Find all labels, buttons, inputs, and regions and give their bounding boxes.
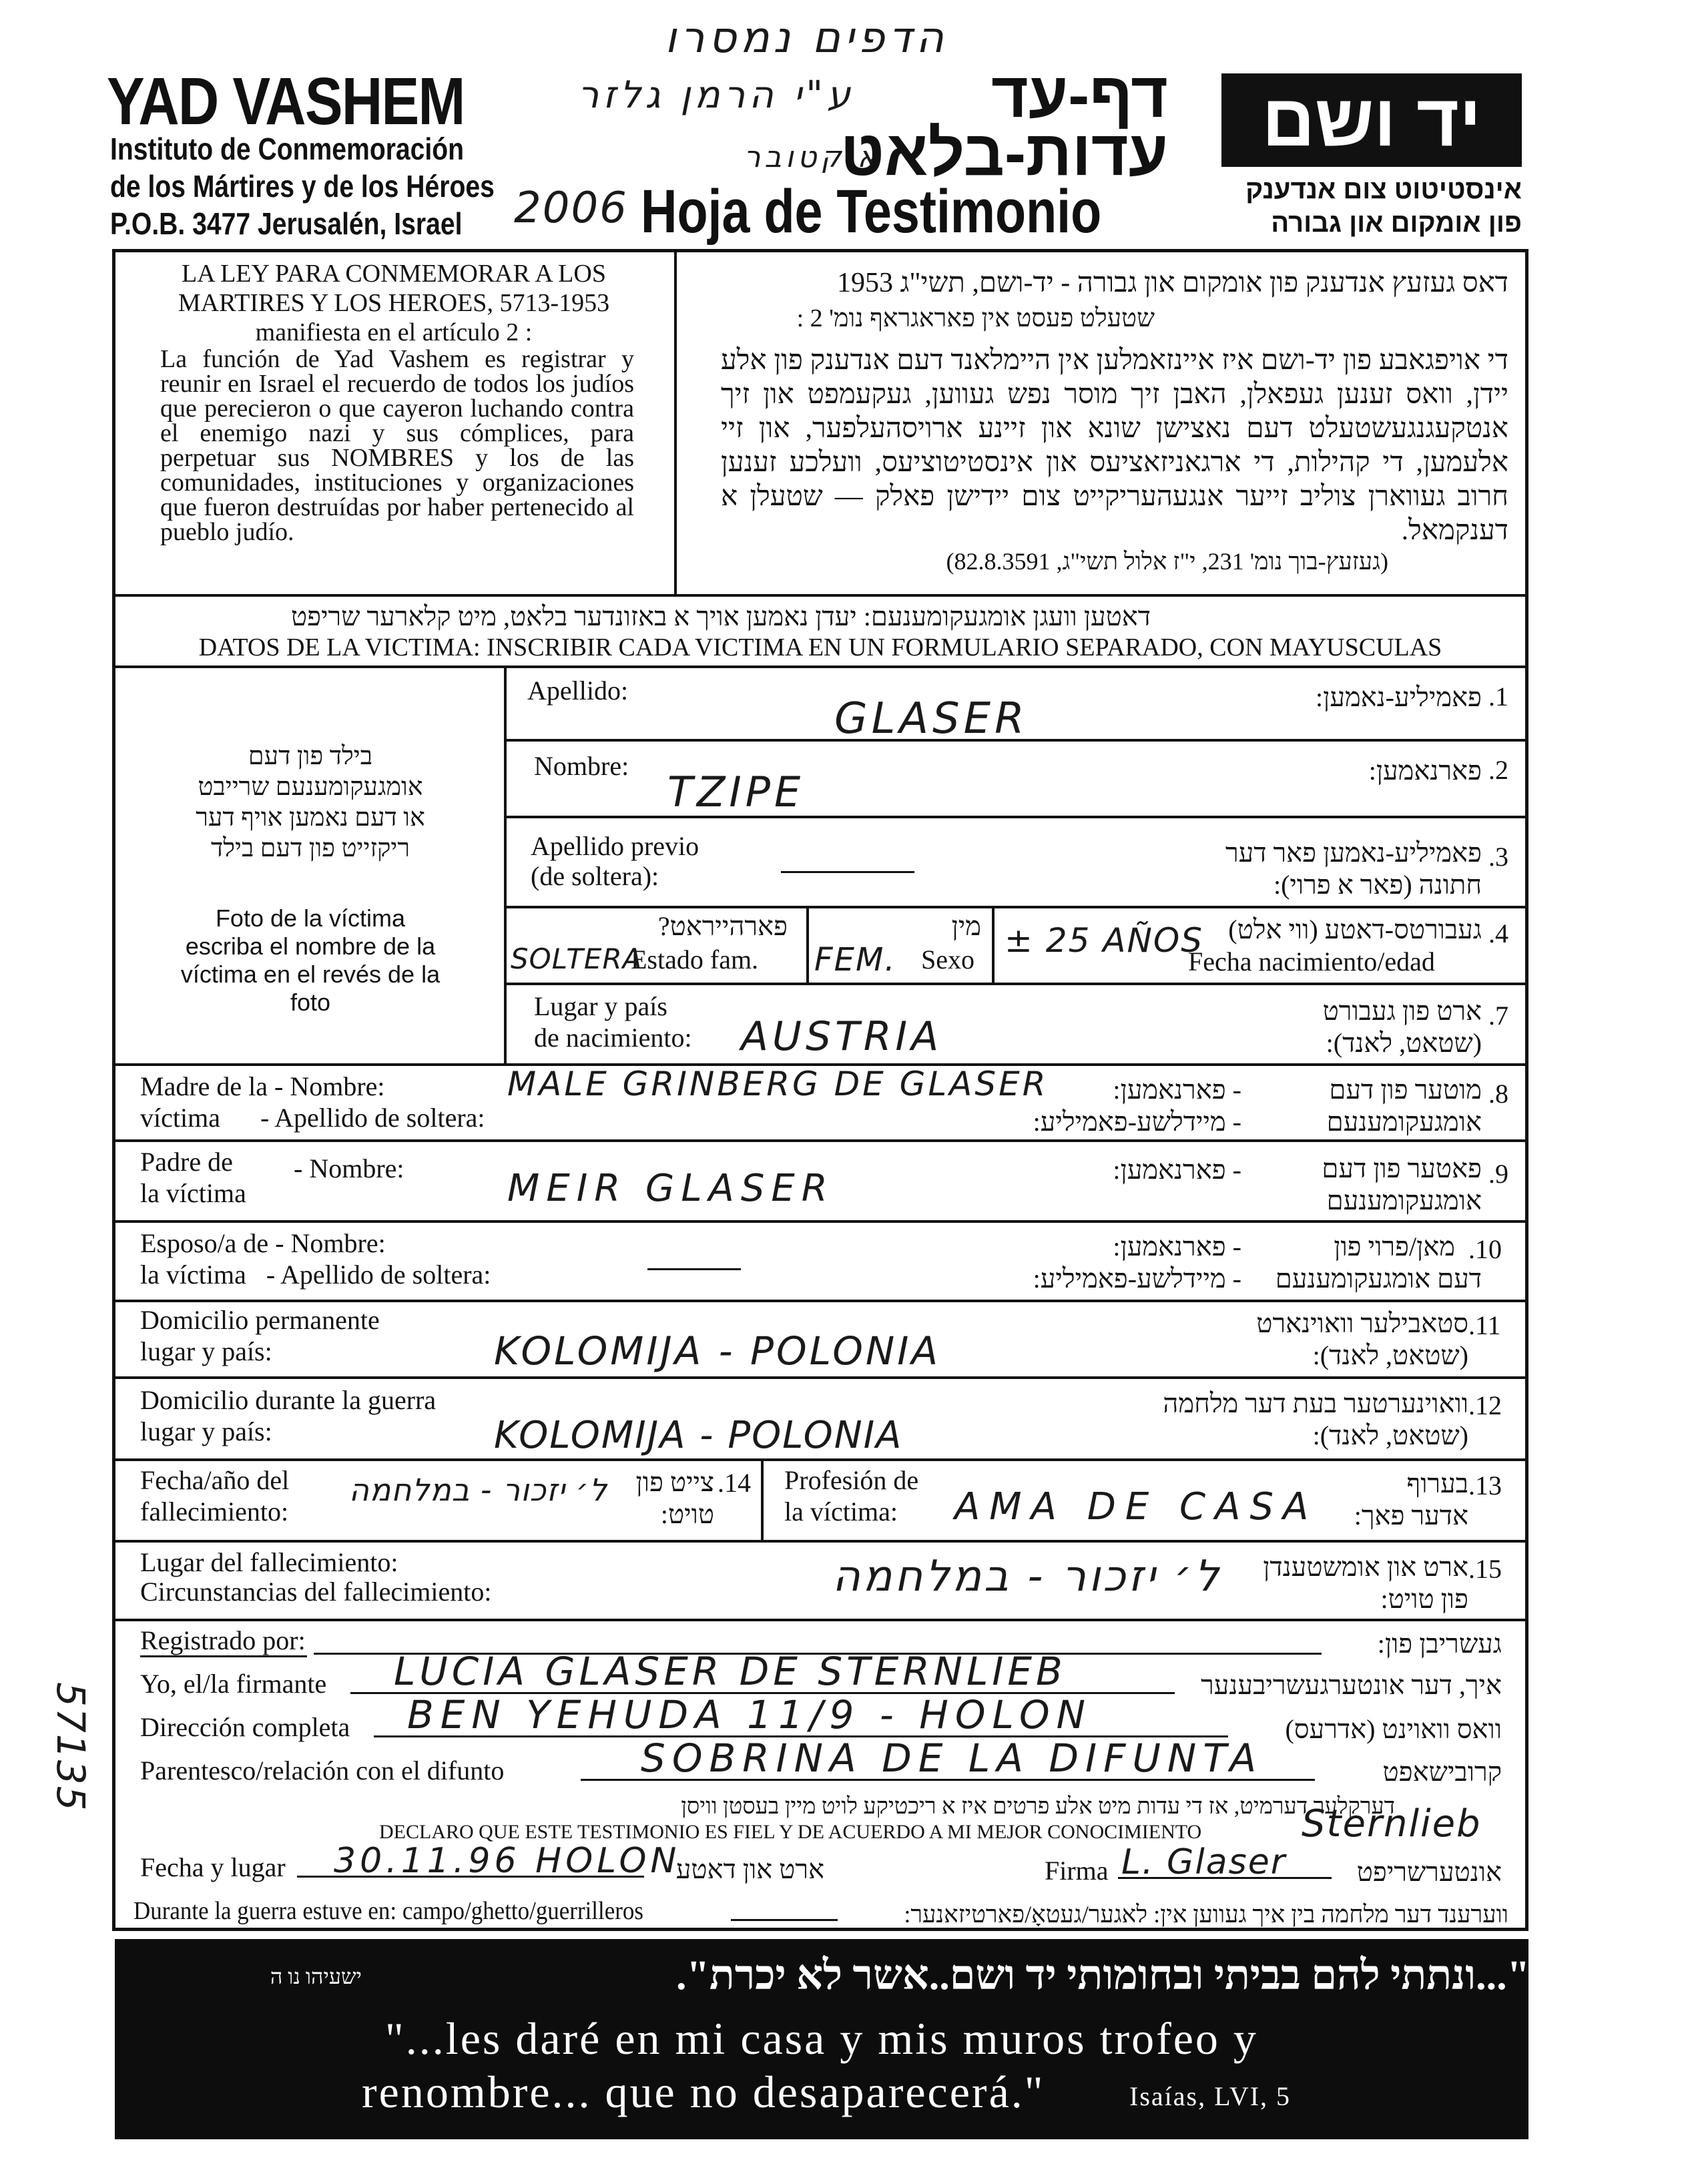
field-15-label-yi-1: ארט און אומשטענדן bbox=[1263, 1552, 1468, 1582]
field-13-label-es-2: la víctima: bbox=[784, 1496, 898, 1527]
field-13-label-yi-2: אדער פאך: bbox=[1354, 1500, 1468, 1531]
row-line-10 bbox=[115, 1300, 1526, 1302]
row-line-13 bbox=[115, 1540, 1526, 1543]
declaration-es: DECLARO QUE ESTE TESTIMONIO ES FIEL Y DE ACUERDO A MI MEJOR CONOCIMIENTO bbox=[379, 1821, 1202, 1843]
field-4-label-es: Fecha nacimiento/edad bbox=[1188, 946, 1435, 977]
date-place-label-yi: ארט און דאטע bbox=[675, 1854, 824, 1884]
row-line-11 bbox=[115, 1376, 1526, 1379]
photo-label-es: Foto de la víctima escriba el nombre de la víctima en el revés de la foto bbox=[180, 904, 441, 1016]
victim-header-es: DATOS DE LA VICTIMA: INSCRIBIR CADA VICTIMA EN UN FORMULARIO SEPARADO, CON MAYUSCULAS bbox=[198, 633, 1442, 661]
yad-vashem-logo bbox=[1221, 73, 1522, 167]
field-8-label-yi-2: אומגעקומענעם bbox=[1326, 1107, 1482, 1137]
field-2-label-yi: פארנאמען: bbox=[1368, 756, 1482, 786]
signer-value[interactable]: LUCIA GLASER DE STERNLIEB bbox=[394, 1649, 1067, 1694]
field-9-yi-a: - פארנאמען: bbox=[1113, 1155, 1241, 1185]
field-7-number: .7 bbox=[1488, 1001, 1508, 1031]
field-14-label-es-2: fallecimiento: bbox=[140, 1496, 289, 1527]
law-es-heading-3: manifiesta en el artículo 2 : bbox=[255, 318, 533, 346]
field-2-number: .2 bbox=[1488, 755, 1508, 785]
victim-header-yi: דאטען וועגן אומגעקומענעם: יעדן נאמען אויך א באזונדער בלאט, מיט קלארער שריפט bbox=[290, 601, 1151, 631]
relation-label: Parentesco/relación con el difunto bbox=[140, 1755, 505, 1786]
field-5-label-es: Sexo bbox=[921, 944, 974, 975]
field-7-label-es-2: de nacimiento: bbox=[534, 1023, 692, 1053]
field-13-label-yi-1: בערוף bbox=[1406, 1468, 1468, 1498]
verse-hebrew: "...ונתתי להם בביתי ובחומותי יד ושם..אשר לא יכרת". bbox=[676, 1953, 1530, 1998]
org-line-1: Instituto de Conmemoración bbox=[110, 131, 465, 166]
field-14-label-yi-1: צייט פון bbox=[635, 1467, 714, 1497]
date-place-label: Fecha y lugar bbox=[140, 1852, 286, 1882]
field-12-value[interactable]: KOLOMIJA - POLONIA bbox=[494, 1414, 903, 1457]
field-2-label-es: Nombre: bbox=[534, 751, 629, 781]
row-line-12 bbox=[115, 1458, 1526, 1461]
field-11-label-yi-1: סטאבילער וואוינארט bbox=[1256, 1308, 1468, 1338]
row4-div-b bbox=[992, 906, 995, 983]
verse-ref-es: Isaías, LVI, 5 bbox=[1129, 2081, 1292, 2111]
field-3-label-es-2: (de soltera): bbox=[531, 861, 659, 891]
war-location-label-yi: ווערענד דער מלחמה בין איך געווען אין: לאגער/געטאָ/פארטיזאנער: bbox=[904, 1901, 1508, 1928]
field-7-label-yi-2: (שטאט, לאנד): bbox=[1326, 1028, 1482, 1058]
law-es-heading-1: LA LEY PARA CONMEMORAR A LOS bbox=[182, 260, 606, 288]
law-yi-heading-2: שטעלט פעסט אין פאראגראף נומ' 2 : bbox=[796, 304, 1155, 332]
field-9-label-yi-1: פאטער פון דעם bbox=[1322, 1153, 1482, 1183]
date-place-value[interactable]: 30.11.96 HOLON bbox=[334, 1841, 681, 1881]
field-6-label-es: Estado fam. bbox=[631, 944, 759, 975]
field-12-label-es-2: lugar y país: bbox=[140, 1416, 272, 1446]
org-title: YAD VASHEM bbox=[107, 64, 465, 139]
field-5-value[interactable]: FEM. bbox=[814, 941, 896, 979]
row13-div bbox=[761, 1458, 764, 1540]
signature-label: Firma bbox=[1045, 1856, 1109, 1886]
field-15-value[interactable]: ל׳ יזכור - במלחמה bbox=[832, 1552, 1221, 1601]
handwritten-year: 2006 bbox=[514, 184, 628, 233]
field-11-label-es-1: Domicilio permanente bbox=[140, 1305, 380, 1335]
yiddish-title-1: דף-עד bbox=[991, 59, 1168, 131]
field-7-label-yi-1: ארט פון געבורט bbox=[1322, 996, 1482, 1026]
field-11-number: .11 bbox=[1468, 1310, 1501, 1340]
field-10-label-yi-1: מאן/פרוי פון bbox=[1334, 1232, 1455, 1262]
row-line-9 bbox=[115, 1220, 1526, 1223]
field-7-label-es-1: Lugar y país bbox=[534, 991, 667, 1021]
war-location-line[interactable] bbox=[731, 1919, 838, 1921]
relation-value[interactable]: SOBRINA DE LA DIFUNTA bbox=[641, 1735, 1263, 1781]
field-7-value[interactable]: AUSTRIA bbox=[741, 1013, 943, 1060]
registered-by-label: Registrado por: bbox=[140, 1625, 306, 1655]
law-bottom-line bbox=[115, 594, 1526, 597]
handwritten-note-line2: ע"י הרמן גלזר bbox=[577, 73, 854, 117]
field-15-label-es-2: Circunstancias del fallecimiento: bbox=[140, 1577, 492, 1607]
law-divider bbox=[674, 252, 677, 596]
logo-subtitle-2: פון אומקום און גבורה bbox=[1271, 208, 1522, 238]
field-2-value[interactable]: TZIPE bbox=[667, 768, 805, 816]
field-3-label-es-1: Apellido previo bbox=[531, 831, 699, 861]
war-location-label: Durante la guerra estuve en: campo/ghetto/guerrilleros bbox=[133, 1897, 643, 1925]
field-14-label-es-1: Fecha/año del bbox=[140, 1465, 290, 1495]
field-14-value[interactable]: ל׳ יזכור - במלחמה bbox=[348, 1472, 607, 1508]
row-line-8 bbox=[115, 1139, 1526, 1142]
field-13-label-es-1: Profesión de bbox=[784, 1465, 919, 1495]
field-8-label-es-2: víctima - Apellido de soltera: bbox=[140, 1103, 485, 1133]
handwritten-note-top: הדפים נמסרו bbox=[664, 13, 948, 63]
field-6-label-yi: פארהייראט? bbox=[657, 911, 788, 941]
field-10-label-es-2: la víctima - Apellido de soltera: bbox=[140, 1260, 491, 1290]
registered-by-underline bbox=[140, 1655, 307, 1657]
law-yi-body: די אויפגאבע פון יד-ושם איז איינזאמלען אין היימלאנד דעם אנדענק פון אלע יידן, וואס זענען געפאלן, האבן זיך מוסר נפש געווען, געקעמפט און זיך אנטקעגנגעשטעלט דעם נאצישן שונא און זיינע ארויסהעלפער, און זיי אלעמען, די קהילות, די ארגאניזאציעס און אינסטיטוציעס, וועלכע זענען חרוב געווארן צוליב זייער אנגעהעריקייט צום יידישן פאלק — שטעלן א דענקמאל. bbox=[721, 345, 1508, 546]
field-9-value[interactable]: MEIR GLASER bbox=[507, 1167, 834, 1210]
row-line-3 bbox=[504, 906, 1526, 908]
field-11-label-yi-2: (שטאט, לאנד): bbox=[1312, 1340, 1468, 1370]
photo-label-yi: בילד פון דעם אומגעקומענעם שרייבט או דעם נאמען אויף דער ריקזייט פון דעם בילד bbox=[196, 742, 425, 862]
law-es-heading-2: MARTIRES Y LOS HEROES, 5713-1953 bbox=[178, 289, 610, 317]
field-12-number: .12 bbox=[1468, 1390, 1502, 1420]
field-3-label-yi-1: פאמיליע-נאמען פאר דער bbox=[1225, 838, 1482, 868]
field-12-label-es-1: Domicilio durante la guerra bbox=[140, 1385, 437, 1415]
form-title: Hoja de Testimonio bbox=[641, 178, 1102, 246]
row-line-2 bbox=[504, 816, 1526, 818]
verse-ref-hebrew: ישעיהו נו ה bbox=[270, 1964, 362, 1988]
field-1-label-es: Apellido: bbox=[527, 675, 629, 706]
signature-value[interactable]: L. Glaser bbox=[1121, 1842, 1287, 1882]
row-line-4 bbox=[504, 983, 1526, 985]
field-8-value[interactable]: MALE GRINBERG DE GLASER bbox=[507, 1065, 1049, 1103]
field-1-label-yi: פאמיליע-נאמען: bbox=[1316, 682, 1482, 712]
field-11-value[interactable]: KOLOMIJA - POLONIA bbox=[494, 1328, 941, 1374]
field-14-label-yi-2: טויט: bbox=[660, 1499, 714, 1529]
field-15-number: .15 bbox=[1468, 1554, 1502, 1584]
declaration-yi: דערקלער דערמיט, אז די עדות מיט אלע פרטים איז א ריכטיקע לויט מיין בעסטן וויסן bbox=[681, 1794, 1395, 1819]
handwritten-note-line3: אוקטובר bbox=[744, 140, 881, 174]
signer-label-yi: איך, דער אונטערגעשריבענער bbox=[1201, 1670, 1502, 1700]
verse-es-line-2: renombre... que no desaparecerá." bbox=[362, 2067, 1045, 2117]
field-10-yi-b: - מיידלשע-פאמיליע: bbox=[1033, 1264, 1241, 1294]
org-line-3: P.O.B. 3477 Jerusalén, Israel bbox=[110, 206, 463, 241]
field-10-label-es-1: Esposo/a de - Nombre: bbox=[140, 1228, 386, 1258]
row4-div-a bbox=[806, 906, 809, 983]
field-8-label-yi-1: מוטער פון דעם bbox=[1329, 1075, 1482, 1105]
field-9-label-yi-2: אומגעקומענעם bbox=[1326, 1185, 1482, 1215]
field-10-yi-a: - פארנאמען: bbox=[1113, 1232, 1241, 1262]
law-es-body: La función de Yad Vashem es registrar y reunir en Israel el recuerdo de todos los judíos que perecieron o que cayeron luchando contra el enemigo nazi y sus cómplices, para perpetuar sus NOMBRES y los de las comunidades, instituciones y organizaciones que fueron destruídas por haber pertenecido al pueblo judío. bbox=[160, 345, 634, 546]
field-10-number: .10 bbox=[1468, 1234, 1502, 1264]
field-14-number: .14 bbox=[718, 1468, 751, 1498]
signature-top: Sternlieb bbox=[1302, 1802, 1482, 1846]
field-5-label-yi: מין bbox=[951, 911, 981, 941]
field-1-value[interactable]: GLASER bbox=[834, 694, 1029, 744]
field-9-label-es-2: la víctima bbox=[140, 1178, 246, 1208]
logo-subtitle-1: אינסטיטוט צום אנדענק bbox=[1245, 175, 1522, 204]
registered-by-label-yi: געשריבן פון: bbox=[1377, 1629, 1502, 1659]
field-15-label-es-1: Lugar del fallecimiento: bbox=[140, 1547, 398, 1577]
logo-text: יד ושם bbox=[1261, 79, 1482, 162]
field-3-blank[interactable] bbox=[781, 871, 914, 873]
victim-header-line bbox=[115, 665, 1526, 668]
relation-label-yi: קרובישאפט bbox=[1382, 1757, 1502, 1787]
field-11-label-es-2: lugar y país: bbox=[140, 1336, 272, 1366]
field-1-number: .1 bbox=[1488, 681, 1508, 712]
field-3-label-yi-2: חתונה (פאר א פרוי): bbox=[1273, 870, 1482, 900]
field-8-label-es-1: Madre de la - Nombre: bbox=[140, 1071, 385, 1101]
field-8-yi-b: - מיידלשע-פאמיליע: bbox=[1033, 1107, 1241, 1137]
verse-es-line-1: "...les daré en mi casa y mis muros trofeo y bbox=[385, 2013, 1258, 2064]
signature-label-yi: אונטערשריפט bbox=[1356, 1857, 1502, 1887]
yiddish-title-2: עדות-בלאט bbox=[840, 117, 1168, 189]
field-4-value[interactable]: ± 25 AÑOS bbox=[1005, 921, 1204, 960]
field-8-number: .8 bbox=[1488, 1079, 1508, 1109]
field-9-number: .9 bbox=[1488, 1159, 1508, 1189]
field-10-label-yi-2: דעם אומגעקומענעם bbox=[1275, 1264, 1482, 1294]
field-8-yi-a: - פארנאמען: bbox=[1113, 1075, 1241, 1105]
row-line-15 bbox=[115, 1619, 1526, 1621]
field-9-label-es-1: Padre de bbox=[140, 1147, 233, 1177]
photo-divider bbox=[504, 665, 507, 1066]
signer-label: Yo, el/la firmante bbox=[140, 1669, 327, 1699]
field-12-label-yi-2: (שטאט, לאנד): bbox=[1312, 1420, 1468, 1450]
field-9-label-nombre: - Nombre: bbox=[294, 1153, 404, 1183]
field-15-label-yi-2: פון טויט: bbox=[1380, 1584, 1468, 1614]
field-4-label-yi: געבורטס-דאטע (ווי אלט) bbox=[1228, 914, 1482, 944]
field-6-value[interactable]: SOLTERA bbox=[511, 942, 643, 975]
field-10-blank[interactable] bbox=[647, 1268, 741, 1270]
field-3-number: .3 bbox=[1488, 842, 1508, 872]
side-number: 57135 bbox=[48, 1682, 93, 1812]
org-line-2: de los Mártires y de los Héroes bbox=[110, 169, 495, 204]
field-13-number: .13 bbox=[1468, 1470, 1502, 1500]
field-12-label-yi-1: וואוינערטער בעת דער מלחמה bbox=[1163, 1388, 1468, 1418]
law-yi-heading: דאס געזעץ אנדענק פון אומקום און גבורה - יד-ושם, תשי"ג 1953 bbox=[836, 268, 1508, 298]
field-13-value[interactable]: AMA DE CASA bbox=[954, 1485, 1318, 1529]
address-value[interactable]: BEN YEHUDA 11/9 - HOLON bbox=[407, 1692, 1093, 1737]
address-label-yi: וואס וואוינט (אדרעס) bbox=[1285, 1714, 1502, 1744]
law-yi-ref: (געזעץ-בוך נומ' 231, י"ז אלול תשי"ג, 82.8.3591) bbox=[946, 548, 1388, 575]
address-label: Dirección completa bbox=[140, 1712, 350, 1742]
footer-banner bbox=[115, 1939, 1528, 2139]
field-4-number: .4 bbox=[1488, 918, 1508, 948]
